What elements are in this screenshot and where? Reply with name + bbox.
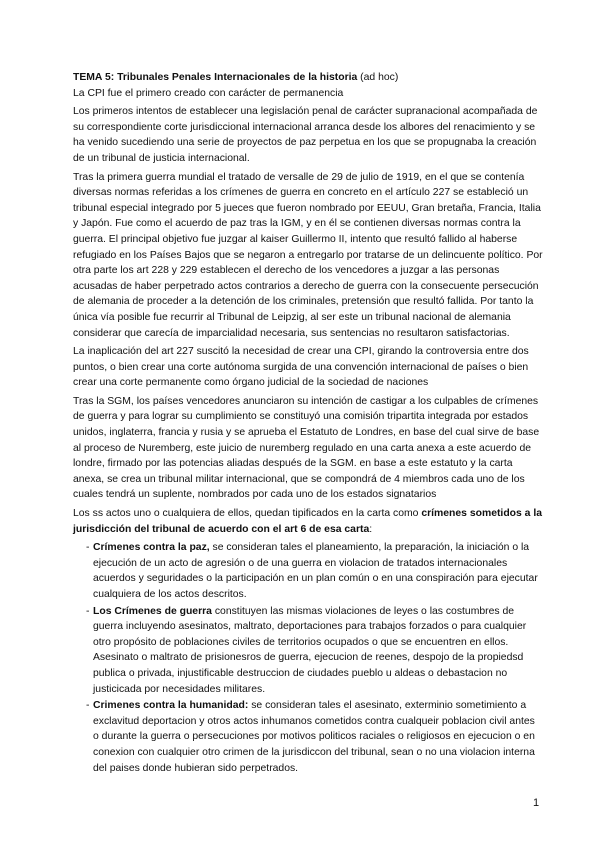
- list-dash: -: [86, 700, 90, 712]
- crime-term: Crimenes contra la humanidad:: [93, 700, 249, 712]
- crime-term: Los Crímenes de guerra: [93, 605, 212, 617]
- crime-text: se consideran tales el planeamiento, la preparación, la iniciación o la ejecución de un acto de agresión o de una guerra en violacion de tratados internacionales acuerdos y seguridades o la participación en un plan común o en una conspiración para ejecutar cualquiera de los actos descritos.: [93, 542, 538, 600]
- crimes-list: [73, 540, 543, 776]
- crime-term: Crímenes contra la paz,: [93, 542, 210, 554]
- intro-prefix: Los ss actos uno o cualquiera de ellos, quedan tipificados en la carta como: [73, 508, 422, 520]
- list-dash: -: [86, 605, 90, 617]
- document-title: [73, 70, 543, 86]
- paragraph-versailles: Tras la primera guerra mundial el tratado de versalle de 29 de julio de 1919, en el que se contenía diversas normas referidas a los crímenes de guerra en concreto en el artículo 227 se estableció un tribunal especial integrado por 5 jueces que fueron nombrado por EEUU, Gran bretaña, Francia, Italia y Japón. Fue como el acuerdo de paz tras la IGM, y en él se contienen diversas normas contra la guerra. El principal objetivo fue juzgar al kaiser Guillermo II, intento que resultó fallido al haberse refugiado en los Países Bajos que se negaron a entregarlo por tratarse de un delincuente político. Por otra parte los art 228 y 229 establecen el derecho de los vencedores a juzgar a las personas acusadas de haber perpetrado actos contrarios a derecho de guerra con la consecuente persecución de alemania de proceder a la detención de los criminales, pretensión que resultó fallida. Por tanto la única vía posible fue recurrir al Tribunal de Leipzig, al ser este un tribunal nacional de alemania considerar que carecía de imparcialidad necesaria, sus sentencias no resultaron satisfactorias.: [73, 171, 543, 339]
- list-item: [73, 698, 543, 776]
- paragraph-sgm-nuremberg: Tras la SGM, los países vencedores anunciaron su intención de castigar a los culpables de crímenes de guerra y para lograr su cumplimiento se constituyó una comisión tripartita integrada por estados unidos, inglaterra, francia y rusia y se aprueba el Estatuto de Londres, en base del cual sirve de base al proceso de Nuremberg, este juicio de nuremberg regulado en una carta anexa a este acuerdo de londre, firmado por las potencias aliadas después de la SGM. en base a este estatuto y la carta anexa, se crea un tribunal militar internacional, que se compondrá de 4 miembros cada uno de los cuales tendrá un suplente, nombrados por cada uno de los estados signatarios: [73, 395, 540, 501]
- list-item: [73, 604, 543, 698]
- document-body: [73, 70, 543, 777]
- title-suffix: (ad hoc): [357, 72, 399, 83]
- paragraph-crimes-intro: [73, 506, 543, 537]
- intro-bold: crímenes sometidos a la jurisdicción del tribunal de acuerdo con el art 6 de esa carta: [73, 508, 543, 535]
- page-number: 1: [533, 797, 540, 809]
- intro-suffix: :: [369, 523, 373, 535]
- title-bold: TEMA 5: Tribunales Penales Internacionales de la historia: [73, 72, 358, 83]
- crime-text: se consideran tales el asesinato, exterminio sometimiento a exclavitud deportacion y otros actos inhumanos cometidos contra cualqueir poblacion civil antes o durante la guerra o persecuciones por motivos politicos raciales o religiosos en ejecucion o en conexion con cualquier otro crimen de la jurisdiccon del tribunal, sean o no una violacion interna del paises donde hubieran sido perpetrados.: [93, 700, 535, 774]
- list-item: [73, 540, 543, 602]
- subtitle: La CPI fue el primero creado con carácter de permanencia: [73, 87, 344, 99]
- paragraph-art-227: La inaplicación del art 227 suscitó la necesidad de crear una CPI, girando la controversia entre dos puntos, o bien crear una corte autónoma surgida de una convención internacional de países o bien crear una corte permanente como órgano judicial de la sociedad de naciones: [73, 346, 529, 389]
- paragraph-origins: Los primeros intentos de establecer una legislación penal de carácter supranacional acompañada de su correspondiente corte jurisdiccional internacional arranca desde los albores del renacimiento y se ha venido sucediendo una serie de proyectos de paz perpetua en los que se propugnaba la creación de un tribunal de justicia internacional.: [73, 106, 538, 164]
- crime-text: constituyen las mismas violaciones de leyes o las costumbres de guerra incluyendo asesinatos, maltrato, deportaciones para trabajos forzados o para cualquier otro propósito de poblaciones civiles de territorios ocupados o que se encuentren en ellos. Asesinato o maltrato de prisionesros de guerra, ejecucion de reenes, despojo de la propiedsd publica o privada, injustificable destruccion de ciudades pueblo u aldeas o debastacion no justicicada por necesidades militares.: [93, 605, 527, 695]
- list-dash: -: [86, 542, 90, 554]
